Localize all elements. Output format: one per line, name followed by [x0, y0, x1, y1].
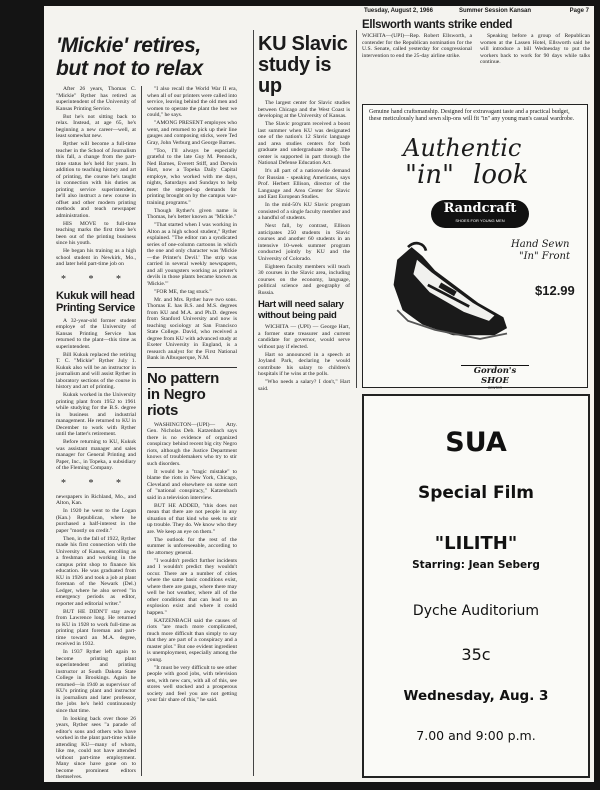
ad-top-copy: Genuine hand craftsmanship. Designed for extravagant taste and a practical budget, these meticulously hand sewn slip-ons will fit "in" any young man's casual wardrobe.	[369, 109, 575, 122]
header-date: Tuesday, August 2, 1966	[364, 8, 433, 14]
paragraph: Next fall, by contrast, Ellison anticipates 250 students in Slavic courses and another 60 students in an intensive 10-week summer program conducted jointly by KU and the University of Colorado.	[258, 223, 350, 262]
riots-headline-line1: No pattern	[147, 369, 220, 387]
paragraph: "I wouldn't predict further incidents and I wouldn't predict they wouldn't occur. There are a number of cities where the same basic conditions exist, where there are gangs, where there may well be hot weather, where all of the other conditions that can lead to an explosion exist and where it could happen."	[147, 557, 237, 616]
randcraft-shoe-ad	[362, 104, 588, 388]
sua-film-title: "LILITH"	[434, 533, 518, 554]
sua-date: Wednesday, Aug. 3	[403, 688, 549, 704]
ad-hand-sewn: Hand Sewn	[511, 239, 570, 250]
slavic-headline-line1: KU Slavic	[258, 33, 348, 55]
store-name: Gordon's SHOE	[473, 366, 517, 386]
sua-starring: Starring: Jean Seberg	[412, 559, 540, 571]
paragraph: It would be a "tragic mistake" to blame the riots in New York, Chicago, Cleveland and elsewhere on some sort of "national conspiracy," Katzenbach said in a television interview.	[147, 468, 237, 501]
ad-authentic: Authentic	[403, 134, 522, 162]
paragraph: Before returning to KU, Kukuk was assistant manager and sales manager for General Printing and Paper, Inc., in Topeka, a subsidiary of the Fleming Company.	[56, 439, 136, 471]
slavic-headline-line2: study is up	[258, 54, 332, 97]
mickie-headline-line1: 'Mickie' retires,	[56, 34, 201, 57]
header-page: Page 7	[569, 8, 589, 14]
strike-paragraph-left: WICHITA—(UPI)—Rep. Robert Ellsworth, a contender for the Republican nomination for the U.S. Senate, called yesterday for congressional intervention to end the 25-day airline strike.	[362, 33, 472, 59]
paragraph: Though Ryther's given name is Thomas, he's better known as "Mickie."	[147, 207, 237, 220]
paragraph: Ryther will become a full-time teacher in the School of Journalism this fall, a change from the part-time status he's held for years. In addition to teaching history and art of printing, the course he's taught in connection with his duties as printing service superintendent, he'll also instruct a new course in offset and other modern printing methods and teach newspaper administration.	[56, 141, 136, 219]
paragraph: Then, in the fall of 1922, Ryther made his first connection with the University of Kansas, enrolling as a freshman and working in the campus print shop to finance his education. He was graduated from KU in 1926 and took a job at plant foreman of the Newark (Del.) Ledger, where he also served "in emergency periods as editor, reporter and editorial writer."	[56, 535, 136, 607]
header-paper: Summer Session Kansan	[459, 8, 532, 14]
sua-venue: Dyche Auditorium	[412, 603, 540, 619]
stars-divider: * * *	[61, 477, 131, 489]
paragraph: WASHINGTON—(UPI)— Atty. Gen. Nicholas Deb. Katzenbach says there is no evidence of organized conspiracy behind recent big city Negro riots, although the Justice Department knows of troublemakers who try to stir such disorders.	[147, 421, 237, 467]
ad-in: "in"	[405, 160, 454, 190]
kukuk-headline: Kukuk will head Printing Service	[56, 289, 135, 314]
paragraph: BUT HE DIDN'T stay away from Lawrence long. He returned to KU in 1928 to work full-time as printing plant foreman and part-time toward an M.A. degree, received in 1932.	[56, 608, 136, 647]
newspaper-page	[44, 6, 594, 782]
column-rule	[356, 30, 357, 388]
ad-price: $12.99	[535, 283, 575, 298]
paragraph: "AMONG PRESENT employes who went, and returned to pick up their line gauges and composing sticks, were Ted Gray, John Verburg and George Barnes.	[147, 120, 237, 146]
paragraph: In the mid-50's KU Slavic program consisted of a single faculty member and a handful of students.	[258, 202, 350, 221]
paragraph: The Slavic program received a boost last summer when KU was designated one of the nation's 12 Slavic language and area studies centers for both graduate and undergraduate study. The center is supported in part through the National Defense Education Act.	[258, 121, 350, 166]
paragraph: He began his training as a high school student in Newkirk, Mo., and later held part-time job on	[56, 248, 136, 267]
ad-look: look	[473, 160, 529, 190]
stars-divider: * * *	[61, 273, 131, 285]
strike-story	[362, 19, 590, 65]
paragraph: "It must be very difficult to see other people with good jobs, with television sets, with new cars, with all of this, see stores well stocked and a prosperous society and feel you are not getting your fair share of this," he said.	[147, 664, 237, 703]
hart-headline-line2: without being paid	[258, 309, 337, 321]
paragraph: KATZENBACH said the causes of riots "are much more complicated, much more difficult than simply to say that they are part of a conspiracy and a master plot." But one evident ingredient is unemployment, especially among the young.	[147, 617, 237, 663]
paragraph: It's all part of a nationwide demand for Russian - speaking Americans, says Prof. Herbert Ellison, director of the Language and Area Center for Slavic and East European Studies.	[258, 168, 350, 200]
sua-film-ad	[362, 394, 590, 778]
store-sub: CENTER	[487, 386, 503, 390]
paragraph: HIS MOVE to full-time teaching marks the first time he's been out of the printing business since his youth.	[56, 220, 136, 246]
randcraft-logo	[431, 200, 529, 228]
paragraph: A 32-year-old former student employe of the University of Kansas Printing Service has returned to the plant—this time as superintendent.	[56, 317, 136, 350]
paragraph: In looking back over those 26 years, Ryther sees "a parade of editor's sons and others who have worked in the plant part-time while attending KU—many of whom, like me, could not have attended without part-time employment. Many since have gone on to become prominent editors themselves.	[56, 715, 136, 780]
column-rule	[253, 30, 254, 776]
brand-name: Randcraft	[443, 201, 517, 216]
strike-paragraph-right: Speaking before a group of Republican women at the Lassen Hotel, Ellsworth said he will introduce a bill Wednesday to put the workers back to work for 90 days while talks continue.	[480, 33, 590, 65]
mickie-headline-line2: but not to relax	[56, 57, 203, 80]
paragraph: WICHITA — (UPI) — George Hart, a former state treasurer and current candidate for governor, would serve without pay if elected.	[258, 324, 350, 350]
paragraph: Bill Kukuk replaced the retiring T. C. "Mickie" Ryther July 1. Kukuk also will be an instructor in journalism and will assist Ryther in laboratory sections of the course in history and art of printing.	[56, 351, 136, 390]
paragraph: In 1937 Ryther left again to become printing plant superintendent and printing instructor at South Dakota State College in Brookings. Again he returned—in 1940 as supervisor of KU's printing plant and instructor in journalism and later professor, the jobs he's held continuously since that time.	[56, 649, 136, 714]
paragraph: "Too, I'll always be especially grateful to the late Guy M. Pennock, Ned Barnes, Everett Stiff, and Derwin Hart, now a Topeka Daily Capital employe, who worked with me days, nights, Saturdays and Sundays to help meet the stepped-up demands for printing brought on by the campus war-training programs."	[147, 147, 237, 206]
paragraph: "Who needs a salary? I don't," Hart said.	[258, 379, 350, 392]
sua-title: SUA	[445, 427, 507, 458]
paragraph: The outlook for the rest of the summer is unforeseeable, according to the attorney general.	[147, 536, 237, 556]
sua-times: 7.00 and 9:00 p.m.	[416, 728, 536, 743]
mickie-headline	[56, 34, 256, 80]
paragraph: Hart so announced in a speech at Joyland Park, declaring he would contribute his salary to children's hospitals if he wins at the polls.	[258, 351, 350, 377]
loafer-shoe-icon	[381, 233, 516, 353]
mickie-story-col2	[147, 86, 237, 705]
paragraph: The largest center for Slavic studies between Chicago and the West Coast is developing at the University of Kansas.	[258, 100, 350, 119]
page-header	[364, 8, 589, 17]
strike-headline: Ellsworth wants strike ended	[362, 19, 513, 31]
paragraph: newspapers in Richland, Mo., and Alton, Kan.	[56, 493, 136, 506]
paragraph: "I also recall the World War II era, when all of our printers were called into service, leaving behind the old men and women to operate the plant the best we could," he says.	[147, 86, 237, 118]
paragraph: BUT HE ADDED, "this does not mean that there are not people in any situation of that kind who seek to stir up trouble. They do. We know who they are. We keep an eye on them."	[147, 502, 237, 535]
slavic-story	[258, 34, 350, 394]
paragraph: Mr. and Mrs. Ryther have two sons. Thomas E. has B.S. and M.S. degrees from KU and M.A. and Ph.D. degrees from Stanford University and now is teaching sociology at San Francisco State College. David, who received a degree from KU with advanced study at Exeter University in England, is a research analyst for the First National Bank in Albuquerque, N.M.	[147, 296, 237, 361]
hart-headline-line1: Hart will need salary	[258, 299, 344, 310]
sua-special-film: Special Film	[417, 483, 535, 503]
sua-price: 35c	[461, 645, 491, 664]
store-logo	[461, 365, 529, 390]
paragraph: Kukuk worked in the University printing plant from 1952 to 1961 while studying for the B.S. degree in business and industrial management. He returned to KU in December to work with Ryther until the latter's retirement.	[56, 392, 136, 437]
paragraph: But he's not sitting back to relax. Instead, at age 65, he's beginning a new career—well, at least somewhat new.	[56, 113, 136, 139]
paragraph: In 1920 he went to the Logan (Kan.) Republican, where he purchased a half-interest in the paper "mostly on credit."	[56, 508, 136, 534]
paragraph: "FOR ME, the tag stuck."	[154, 288, 212, 295]
riots-headline-line2: in Negro riots	[147, 385, 206, 419]
paragraph: After 26 years, Thomas C. "Mickie" Ryther has retired as superintendent of the University of Kansas Printing Service.	[56, 86, 136, 112]
column-rule	[141, 86, 142, 776]
paragraph: "That started when I was working in Alton as a high school student," Ryther explained. "The editor ran a syndicated series of one-column cartoons in which the one and only character was 'Mickie—the Printer's Devil.' The strip was carried in several weekly newspapers, and all youngsters working as printer's devils in those plants became known as 'Mickie.'"	[147, 222, 237, 287]
paragraph: Eighteen faculty members will teach 30 courses in the Slavic area, including courses on the economy, language, political science and geography of Russia.	[258, 263, 350, 296]
brand-tagline: SHOES FOR YOUNG MEN	[455, 218, 505, 223]
ad-in-front: "In" Front	[519, 251, 570, 262]
